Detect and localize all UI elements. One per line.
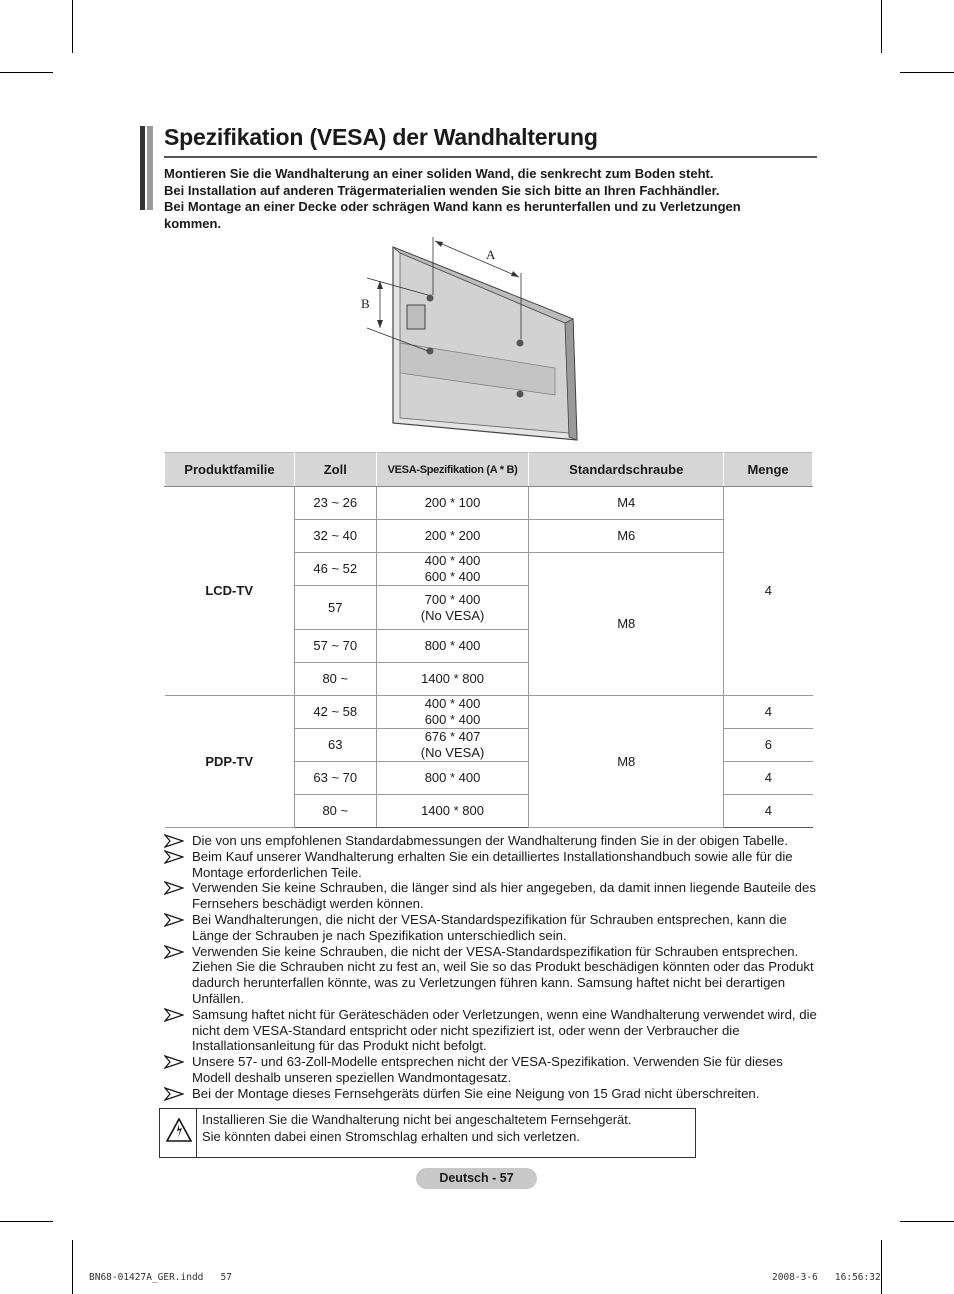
title-accent-bar: [140, 126, 156, 210]
zoll-cell: 80 ~: [294, 795, 376, 828]
note-item: Unsere 57- und 63-Zoll-Modelle entsprechen nicht der VESA-Spezifikation. Verwenden Sie für dieses Modell deshalb unseren speziellen Wandmontagesatz.: [164, 1054, 824, 1086]
note-item: Verwenden Sie keine Schrauben, die länger sind als hier angegeben, da damit innen liegende Bauteile des Fernsehers beschädigt werden können.: [164, 880, 824, 912]
header-product-family: Produktfamilie: [165, 453, 295, 487]
vesa-cell: 400 * 400 600 * 400: [376, 553, 529, 586]
crop-mark: [72, 0, 73, 53]
zoll-cell: 23 ~ 26: [294, 487, 376, 520]
vesa-cell: 700 * 400 (No VESA): [376, 586, 529, 630]
zoll-cell: 46 ~ 52: [294, 553, 376, 586]
vesa-cell: 400 * 400 600 * 400: [376, 696, 529, 729]
vesa-cell: 1400 * 800: [376, 663, 529, 696]
intro-line: kommen.: [164, 215, 222, 231]
vesa-cell: 200 * 200: [376, 520, 529, 553]
arrow-icon: [164, 850, 184, 864]
arrow-icon: [164, 1087, 184, 1101]
arrow-icon: [164, 834, 184, 848]
note-item: Die von uns empfohlenen Standardabmessungen der Wandhalterung finden Sie in der obigen Tabelle.: [164, 833, 824, 849]
page-number-badge: Deutsch - 57: [416, 1168, 537, 1189]
dimension-b-label: B: [361, 296, 370, 311]
note-item: Bei Wandhalterungen, die nicht der VESA-Standardspezifikation für Schrauben entsprechen, kann die Länge der Schrauben je nach Spezifikation unterschiedlich sein.: [164, 912, 824, 944]
menge-cell: 4: [724, 762, 813, 795]
tv-back-diagram: [355, 233, 595, 445]
arrow-icon: [164, 913, 184, 927]
vesa-spec-table: [164, 452, 813, 828]
note-item: Bei der Montage dieses Fernsehgeräts dürfen Sie eine Neigung von 15 Grad nicht überschreiten.: [164, 1086, 824, 1102]
zoll-cell: 57 ~ 70: [294, 630, 376, 663]
zoll-cell: 63: [294, 729, 376, 762]
warning-triangle-icon: [166, 1118, 192, 1142]
arrow-icon: [164, 1008, 184, 1022]
family-lcd: LCD-TV: [165, 487, 295, 696]
vesa-cell: 800 * 400: [376, 630, 529, 663]
note-item: Samsung haftet nicht für Geräteschäden oder Verletzungen, wenn eine Wandhalterung verwendet wird, die nicht dem VESA-Standard entspricht oder nicht spezifiziert ist, oder wenn der Verbraucher die Installationsanleitung für das Produkt nicht befolgt.: [164, 1007, 824, 1054]
intro-line: Montieren Sie die Wandhalterung an einer soliden Wand, die senkrecht zum Boden steht.: [164, 166, 714, 181]
notes-list: [164, 833, 824, 1102]
warning-divider: [196, 1109, 197, 1157]
header-menge: Menge: [724, 453, 813, 487]
screw-cell: M8: [529, 553, 724, 696]
arrow-icon: [164, 881, 184, 895]
menge-cell: 4: [724, 795, 813, 828]
crop-mark: [0, 72, 53, 73]
header-zoll: Zoll: [294, 453, 376, 487]
warning-box: [159, 1108, 696, 1158]
crop-mark: [900, 72, 954, 73]
vesa-cell: 1400 * 800: [376, 795, 529, 828]
arrow-icon: [164, 945, 184, 959]
screw-cell: M6: [529, 520, 724, 553]
intro-line: Bei Installation auf anderen Trägermaterialien wenden Sie sich bitte an Ihren Fachhändler.: [164, 182, 720, 198]
family-pdp: PDP-TV: [165, 696, 295, 828]
screw-cell: M4: [529, 487, 724, 520]
menge-cell: 4: [724, 696, 813, 729]
note-item: Beim Kauf unserer Wandhalterung erhalten Sie ein detailliertes Installationshandbuch sowie alle für die Montage erforderlichen Teile.: [164, 849, 824, 881]
crop-mark: [881, 1240, 882, 1294]
footer-file-info: BN68-01427A_GER.indd 57: [89, 1272, 232, 1283]
crop-mark: [881, 0, 882, 53]
menge-cell: 4: [724, 487, 813, 696]
zoll-cell: 63 ~ 70: [294, 762, 376, 795]
vesa-cell: 200 * 100: [376, 487, 529, 520]
screw-cell: M8: [529, 696, 724, 828]
zoll-cell: 80 ~: [294, 663, 376, 696]
zoll-cell: 42 ~ 58: [294, 696, 376, 729]
arrow-icon: [164, 1055, 184, 1069]
page-title: Spezifikation (VESA) der Wandhalterung: [164, 124, 598, 150]
vesa-cell: 676 * 407 (No VESA): [376, 729, 529, 762]
note-item: Verwenden Sie keine Schrauben, die nicht der VESA-Standardspezifikation für Schrauben entsprechen. Ziehen Sie die Schrauben nicht zu fest an, weil Sie so das Produkt beschädigen könnten oder das Produkt dadurch herunterfallen könnte, was zu Verletzungen führen kann. Samsung haftet nicht bei derartigen Unfällen.: [164, 944, 824, 1007]
menge-cell: 6: [724, 729, 813, 762]
footer-datetime: 2008-3-6 16:56:32: [772, 1272, 881, 1283]
zoll-cell: 32 ~ 40: [294, 520, 376, 553]
crop-mark: [900, 1221, 954, 1222]
dimension-a-label: A: [486, 247, 496, 262]
warning-text: Installieren Sie die Wandhalterung nicht bei angeschaltetem Fernsehgerät. Sie könnten dabei einen Stromschlag erhalten und sich verletzen.: [202, 1112, 632, 1144]
header-screw: Standardschraube: [529, 453, 724, 487]
intro-text: [164, 166, 814, 232]
title-underline: [164, 156, 817, 158]
crop-mark: [0, 1221, 53, 1222]
zoll-cell: 57: [294, 586, 376, 630]
vesa-cell: 800 * 400: [376, 762, 529, 795]
intro-line: Bei Montage an einer Decke oder schrägen Wand kann es herunterfallen und zu Verletzungen: [164, 199, 741, 214]
header-vesa-spec: VESA-Spezifikation (A * B): [376, 453, 529, 487]
crop-mark: [72, 1240, 73, 1294]
